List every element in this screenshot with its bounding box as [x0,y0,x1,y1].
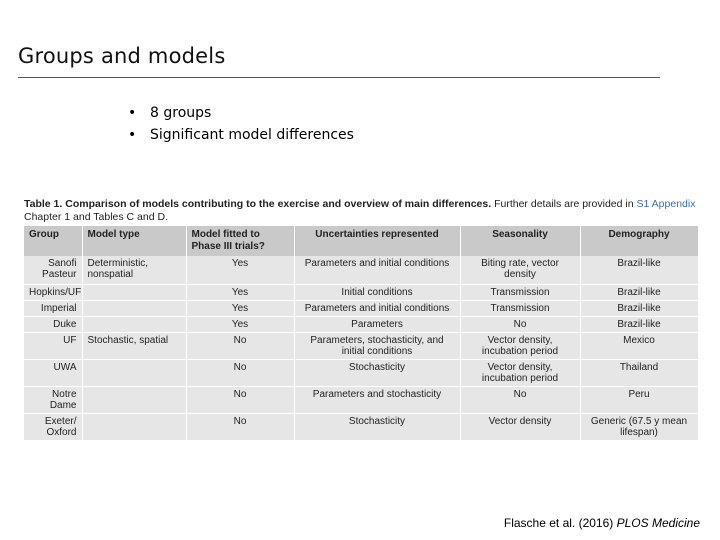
cell-seasonality: Transmission [460,300,580,316]
cell-model-type: Deterministic, nonspatial [82,256,186,284]
citation-authors: Flasche et al. (2016) [503,516,617,530]
table-row [24,386,698,413]
cell-group: Exeter/ Oxford [24,413,82,440]
cell-demography: Brazil-like [580,316,698,332]
header-uncertainties: Uncertainties represented [294,226,460,256]
cell-seasonality: Vector density, incubation period [460,332,580,359]
cell-fitted: Yes [186,300,294,316]
title-divider [18,77,660,78]
table-header-row [24,226,698,256]
table-row [24,300,698,316]
slide-title: Groups and models [18,44,226,68]
cell-seasonality: Vector density [460,413,580,440]
bullet-dot-icon: • [128,105,137,121]
bullet-item [128,124,354,146]
cell-seasonality: Vector density, incubation period [460,359,580,386]
cell-uncertainties: Parameters and initial conditions [294,300,460,316]
cell-demography: Thailand [580,359,698,386]
cell-seasonality: No [460,316,580,332]
cell-uncertainties: Parameters and initial conditions [294,256,460,284]
cell-model-type [82,316,186,332]
cell-group: UWA [24,359,82,386]
cell-demography: Mexico [580,332,698,359]
cell-model-type [82,300,186,316]
cell-model-type: Stochastic, spatial [82,332,186,359]
cell-group: Duke [24,316,82,332]
cell-model-type [82,359,186,386]
cell-uncertainties: Stochasticity [294,413,460,440]
bullet-list [128,102,354,146]
cell-fitted: No [186,413,294,440]
table-row [24,332,698,359]
bullet-text: Significant model differences [150,127,354,143]
cell-demography: Brazil-like [580,256,698,284]
table-row [24,413,698,440]
header-fitted: Model fitted to Phase III trials? [186,226,294,256]
citation [504,516,700,530]
table-row [24,359,698,386]
bullet-text: 8 groups [150,105,212,121]
appendix-link[interactable]: S1 Appendix [636,198,696,210]
header-seasonality: Seasonality [460,226,580,256]
cell-group: Hopkins/UF [24,284,82,300]
bullet-dot-icon: • [128,127,137,143]
comparison-table [24,226,699,441]
cell-model-type [82,386,186,413]
header-demography: Demography [580,226,698,256]
cell-uncertainties: Initial conditions [294,284,460,300]
cell-group: Sanofi Pasteur [24,256,82,284]
cell-seasonality: Biting rate, vector density [460,256,580,284]
cell-model-type [82,284,186,300]
caption-bold: Table 1. Comparison of models contributing to the exercise and overview of main differences. [24,198,492,210]
header-group: Group [24,226,82,256]
cell-fitted: Yes [186,316,294,332]
cell-group: UF [24,332,82,359]
caption-text-a: Further details are provided in [491,198,637,210]
cell-demography: Brazil-like [580,284,698,300]
cell-uncertainties: Stochasticity [294,359,460,386]
cell-demography: Generic (67.5 y mean lifespan) [580,413,698,440]
citation-journal: PLOS Medicine [616,516,700,530]
cell-fitted: Yes [186,256,294,284]
cell-demography: Peru [580,386,698,413]
cell-group: Imperial [24,300,82,316]
table-row [24,256,698,284]
caption-text-b: Chapter 1 and Tables C and D. [24,211,168,223]
table-row [24,284,698,300]
cell-uncertainties: Parameters, stochasticity, and initial conditions [294,332,460,359]
cell-seasonality: Transmission [460,284,580,300]
table-row [24,316,698,332]
cell-uncertainties: Parameters [294,316,460,332]
cell-fitted: No [186,332,294,359]
cell-group: Notre Dame [24,386,82,413]
table-caption [24,198,696,224]
cell-model-type [82,413,186,440]
cell-fitted: Yes [186,284,294,300]
cell-uncertainties: Parameters and stochasticity [294,386,460,413]
cell-demography: Brazil-like [580,300,698,316]
cell-fitted: No [186,386,294,413]
cell-seasonality: No [460,386,580,413]
header-model-type: Model type [82,226,186,256]
bullet-item [128,102,354,124]
cell-fitted: No [186,359,294,386]
